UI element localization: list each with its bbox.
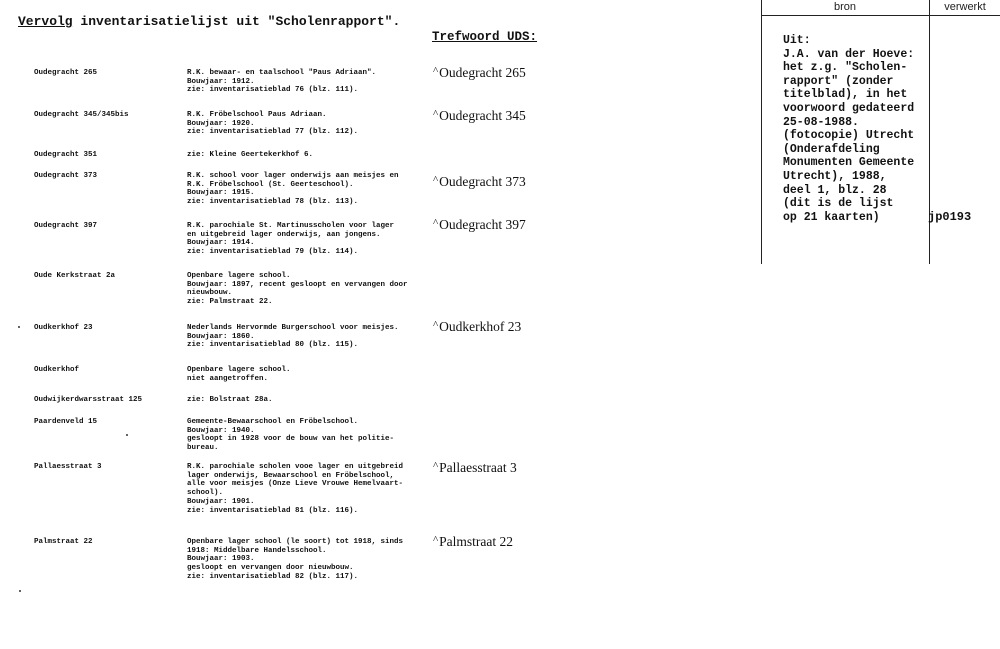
entry-address: Pallaesstraat 3 bbox=[34, 463, 102, 471]
caret-mark: ^ bbox=[433, 319, 439, 331]
entry-description bbox=[187, 69, 437, 95]
entry-description bbox=[187, 222, 437, 257]
description-line: Nederlands Hervormde Burgerschool voor meisjes. bbox=[187, 324, 399, 332]
description-line: zie: Bolstraat 28a. bbox=[187, 396, 273, 404]
caret-mark: ^ bbox=[433, 174, 439, 186]
bron-line: op 21 kaarten) bbox=[783, 210, 880, 224]
entry-keyword bbox=[433, 65, 526, 81]
entry-description bbox=[187, 396, 437, 405]
bron-header: bron bbox=[833, 1, 857, 13]
scan-speck bbox=[18, 326, 20, 328]
page-title bbox=[18, 14, 400, 29]
entry-description bbox=[187, 366, 437, 383]
description-line: Bouwjaar: 1920. bbox=[187, 119, 255, 128]
description-line: R.K. Fröbelschool Paus Adriaan. bbox=[187, 111, 327, 119]
scan-speck bbox=[126, 434, 128, 436]
entry-address: Oudegracht 345/345bis bbox=[34, 111, 129, 119]
entry-address: Oudegracht 265 bbox=[34, 69, 98, 77]
scan-speck bbox=[19, 590, 21, 592]
bron-line: (dit is de lijst bbox=[783, 197, 894, 211]
description-line: nieuwbouw. bbox=[187, 289, 233, 298]
verwerkt-header: verwerkt bbox=[944, 1, 986, 13]
entry-keyword bbox=[433, 108, 526, 124]
bron-line: (Onderafdeling bbox=[783, 142, 880, 156]
description-line: Bouwjaar: 1897, recent gesloopt en vervangen door bbox=[187, 280, 408, 289]
description-line: Openbare lagere school. bbox=[187, 366, 291, 374]
description-line: zie: Palmstraat 22. bbox=[187, 298, 273, 307]
caret-mark: ^ bbox=[433, 108, 439, 120]
description-line: zie: inventarisatieblad 76 (blz. 111). bbox=[187, 86, 359, 95]
description-line: zie: inventarisatieblad 77 (blz. 112). bbox=[187, 128, 359, 137]
description-line: alle voor meisjes (Onze Lieve Vrouwe Hemelvaart- bbox=[187, 480, 404, 489]
description-line: Bouwjaar: 1912. bbox=[187, 77, 255, 86]
description-line: 1918: Middelbare Handelsschool. bbox=[187, 546, 327, 555]
entry-address: Oudwijkerdwarsstraat 125 bbox=[34, 396, 143, 404]
description-line: en uitgebreid lager onderwijs, aan jongens. bbox=[187, 230, 381, 239]
entry-address: Paardenveld 15 bbox=[34, 418, 98, 426]
description-line: Bouwjaar: 1915. bbox=[187, 189, 255, 198]
bron-line: deel 1, blz. 28 bbox=[783, 183, 887, 197]
bron-citation bbox=[783, 34, 933, 224]
description-line: Bouwjaar: 1903. bbox=[187, 555, 255, 564]
description-line: Gemeente-Bewaarschool en Fröbelschool. bbox=[187, 418, 359, 426]
caret-mark: ^ bbox=[433, 460, 439, 472]
description-line: zie: inventarisatieblad 80 (blz. 115). bbox=[187, 341, 359, 350]
entry-description bbox=[187, 418, 437, 453]
keyword-text: Oudegracht 373 bbox=[439, 174, 526, 189]
description-line: R.K. parochiale scholen vooe lager en uitgebreid bbox=[187, 463, 404, 471]
entry-address: Oudegracht 397 bbox=[34, 222, 98, 230]
entry-description bbox=[187, 272, 437, 307]
bron-line: 25-08-1988. bbox=[783, 115, 859, 129]
entry-address: Oudkerkhof bbox=[34, 366, 80, 374]
entry-description bbox=[187, 151, 437, 160]
caret-mark: ^ bbox=[433, 217, 439, 229]
panel-border-left bbox=[761, 0, 762, 264]
caret-mark: ^ bbox=[433, 534, 439, 546]
entry-keyword bbox=[433, 319, 521, 335]
entry-address: Palmstraat 22 bbox=[34, 538, 93, 546]
description-line: lager onderwijs, Bewaarschool en Fröbelschool, bbox=[187, 471, 395, 480]
description-line: zie: inventarisatieblad 81 (blz. 116). bbox=[187, 506, 359, 515]
entry-description bbox=[187, 172, 437, 207]
description-line: zie: inventarisatieblad 82 (blz. 117). bbox=[187, 572, 359, 581]
caret-mark: ^ bbox=[433, 65, 439, 77]
description-line: zie: inventarisatieblad 78 (blz. 113). bbox=[187, 198, 359, 207]
entry-address: Oudegracht 351 bbox=[34, 151, 98, 159]
entry-description bbox=[187, 111, 437, 137]
bron-line: Monumenten Gemeente bbox=[783, 156, 915, 170]
description-line: niet aangetroffen. bbox=[187, 374, 269, 383]
panel-header-rule bbox=[761, 15, 1000, 16]
bron-line: rapport" (zonder bbox=[783, 74, 894, 88]
entry-keyword bbox=[433, 460, 517, 476]
description-line: Bouwjaar: 1860. bbox=[187, 332, 255, 341]
description-line: R.K. parochiale St. Martinusscholen voor lager bbox=[187, 222, 395, 230]
description-line: R.K. bewaar- en taalschool "Paus Adriaan". bbox=[187, 69, 377, 77]
entry-address: Oudegracht 373 bbox=[34, 172, 98, 180]
bron-line: (fotocopie) Utrecht bbox=[783, 129, 915, 143]
description-line: Openbare lagere school. bbox=[187, 272, 291, 280]
entry-address: Oude Kerkstraat 2a bbox=[34, 272, 116, 280]
keyword-text: Oudegracht 345 bbox=[439, 108, 526, 123]
description-line: R.K. Fröbelschool (St. Geerteschool). bbox=[187, 180, 354, 189]
keyword-text: Oudegracht 397 bbox=[439, 217, 526, 232]
description-line: zie: inventarisatieblad 79 (blz. 114). bbox=[187, 248, 359, 257]
entry-description bbox=[187, 463, 437, 515]
description-line: gesloopt in 1928 voor de bouw van het politie- bbox=[187, 435, 395, 444]
bron-line: Uit: bbox=[783, 34, 811, 47]
title-rest: inventarisatielijst uit "Scholenrapport". bbox=[72, 14, 401, 29]
description-line: Bouwjaar: 1940. bbox=[187, 426, 255, 435]
bron-line: voorwoord gedateerd bbox=[783, 101, 915, 115]
keyword-text: Oudkerkhof 23 bbox=[439, 319, 522, 334]
description-line: bureau. bbox=[187, 444, 219, 453]
bron-line: titelblad), in het bbox=[783, 88, 908, 102]
bron-line: het z.g. "Scholen- bbox=[783, 61, 908, 75]
bron-line: J.A. van der Hoeve: bbox=[783, 47, 915, 61]
keyword-text: Pallaesstraat 3 bbox=[439, 460, 517, 475]
keyword-text: Oudegracht 265 bbox=[439, 65, 526, 80]
title-vervolg: Vervolg bbox=[18, 14, 73, 29]
entry-description bbox=[187, 538, 437, 582]
entry-address: Oudkerkhof 23 bbox=[34, 324, 93, 332]
description-line: Bouwjaar: 1901. bbox=[187, 497, 255, 506]
metadata-panel bbox=[761, 0, 1000, 264]
description-line: school). bbox=[187, 489, 224, 498]
description-line: zie: Kleine Geertekerkhof 6. bbox=[187, 151, 314, 159]
bron-line: Utrecht), 1988, bbox=[783, 169, 887, 183]
description-line: Openbare lager school (le soort) tot 1918, sinds bbox=[187, 538, 404, 546]
keyword-text: Palmstraat 22 bbox=[439, 534, 514, 549]
entry-keyword bbox=[433, 534, 513, 550]
entry-keyword bbox=[433, 217, 526, 233]
description-line: R.K. school voor lager onderwijs aan meisjes en bbox=[187, 172, 399, 180]
keyword-column-heading: Trefwoord UDS: bbox=[432, 30, 538, 44]
verwerkt-code: jp0193 bbox=[928, 210, 972, 224]
entry-description bbox=[187, 324, 437, 350]
description-line: gesloopt en vervangen door nieuwbouw. bbox=[187, 564, 354, 573]
entry-keyword bbox=[433, 174, 526, 190]
description-line: Bouwjaar: 1914. bbox=[187, 239, 255, 248]
